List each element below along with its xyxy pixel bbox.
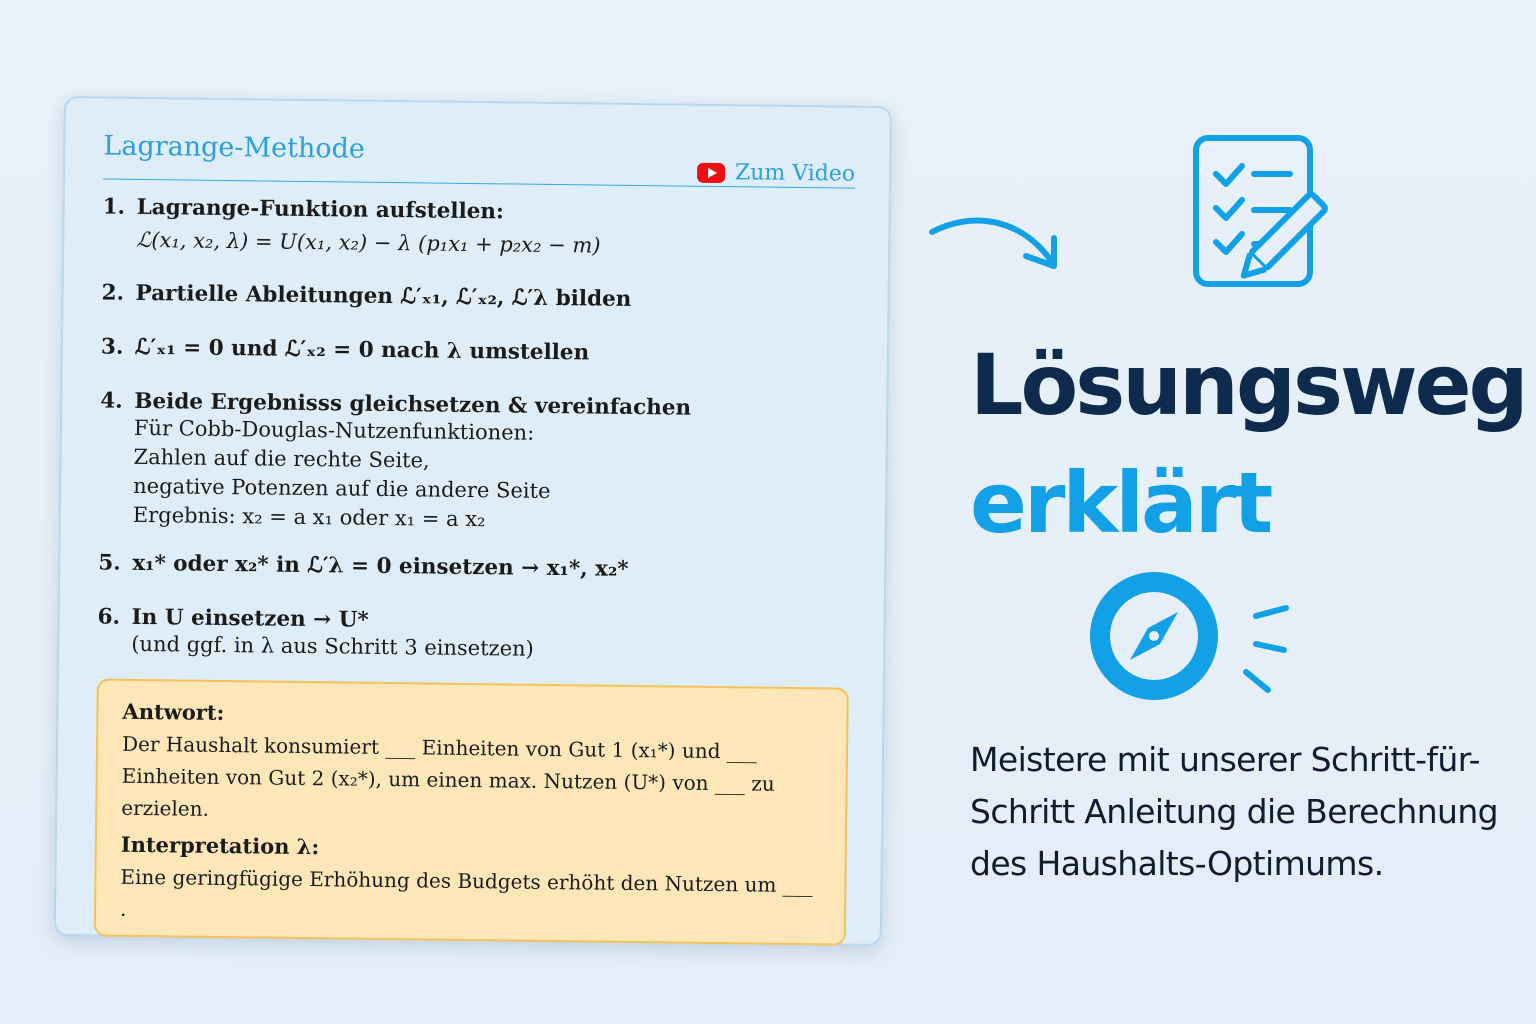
- card-title: Lagrange-Methode: [103, 130, 366, 165]
- compass-icon: [1090, 572, 1300, 708]
- headline-line-2: erklärt: [970, 454, 1271, 552]
- description: Meistere mit unserer Schritt-für-Schritt Anleitung die Berechnung des Haushalts-Optimums.: [970, 740, 1498, 883]
- step-text: Partielle Ableitungen ℒ′ₓ₁, ℒ′ₓ₂, ℒ′λ bilden: [135, 280, 632, 312]
- step-text: ℒ′ₓ₁ = 0 und ℒ′ₓ₂ = 0 nach λ umstellen: [134, 334, 590, 366]
- step-number: 2.: [101, 280, 125, 306]
- step-text: In U einsetzen → U*: [131, 604, 369, 633]
- answer-box: [94, 678, 849, 945]
- headline-line-1: Lösungsweg: [970, 336, 1526, 434]
- step-number: 3.: [100, 334, 124, 360]
- youtube-play-icon: [697, 162, 725, 182]
- step-4-line: Zahlen auf die rechte Seite,: [133, 444, 430, 473]
- step-6-note: (und ggf. in λ aus Schritt 3 einsetzen): [131, 631, 534, 661]
- step-number: 4.: [100, 388, 123, 414]
- card-header: [103, 122, 856, 188]
- step-1: [102, 194, 855, 263]
- video-link[interactable]: [697, 160, 855, 187]
- step-number: 1.: [102, 194, 126, 220]
- step-4-line: negative Potenzen auf die andere Seite: [133, 473, 551, 503]
- step-4-line: Für Cobb-Douglas-Nutzenfunktionen:: [133, 415, 535, 445]
- interpretation-heading: Interpretation λ:: [120, 831, 320, 860]
- step-5: [98, 550, 850, 584]
- step-title: Lagrange-Funktion aufstellen:: [136, 194, 505, 225]
- video-link-label: Zum Video: [734, 160, 856, 187]
- headline: [970, 326, 1526, 562]
- step-2: [101, 280, 853, 314]
- lagrange-formula: ℒ(x₁, x₂, λ) = U(x₁, x₂) − λ (p₁x₁ + p₂x₂ − m): [136, 227, 601, 258]
- lagrange-card: [54, 96, 892, 946]
- step-3: [101, 334, 853, 368]
- step-title: Beide Ergebnisss gleichsetzen & vereinfachen: [134, 388, 692, 421]
- step-6: [97, 604, 850, 667]
- step-4: [99, 388, 853, 538]
- step-number: 6.: [97, 604, 121, 630]
- card-content: [94, 122, 856, 919]
- answer-text: Der Haushalt konsumiert ___ Einheiten von Gut 1 (x₁*) und ___ Einheiten von Gut 2 (x₂*), um einen max. Nutzen (U*) von ___ zu erzielen.: [121, 731, 775, 821]
- checklist-pencil-icon: [1186, 132, 1362, 292]
- curved-arrow-icon: [922, 200, 1068, 276]
- step-4-line: Ergebnis: x₂ = a x₁ oder x₁ = a x₂: [132, 502, 486, 532]
- step-text: x₁* oder x₂* in ℒ′λ = 0 einsetzen → x₁*, x₂*: [132, 550, 629, 582]
- step-number: 5.: [98, 550, 121, 576]
- answer-heading: Antwort:: [122, 698, 225, 726]
- steps-list: [97, 194, 855, 661]
- interpretation-text: Eine geringfügige Erhöhung des Budgets erhöht den Nutzen um ___ .: [119, 864, 813, 921]
